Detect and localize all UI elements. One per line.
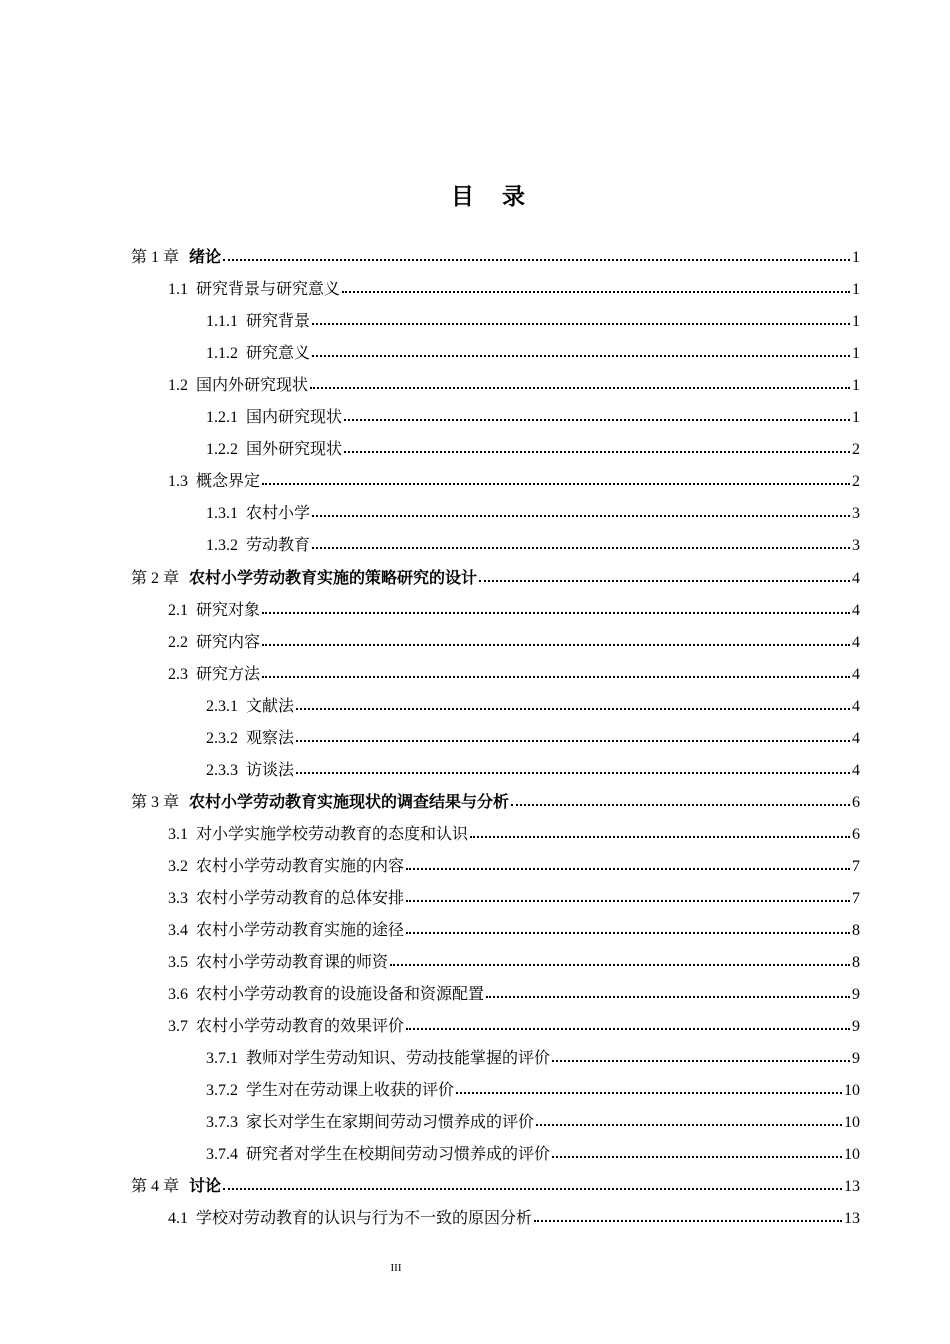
toc-entry-page: 7 — [852, 858, 860, 875]
toc-entry[interactable] — [168, 851, 860, 881]
toc-entry[interactable] — [206, 434, 860, 464]
toc-entry-title: 绪论 — [189, 247, 222, 266]
toc-entry[interactable] — [131, 242, 860, 272]
toc-entry-page: 1 — [852, 409, 860, 426]
toc-entry[interactable] — [168, 979, 860, 1009]
toc-entry-title: 农村小学劳动教育实施的策略研究的设计 — [189, 568, 478, 587]
dot-leader — [344, 451, 850, 453]
toc-entry[interactable] — [168, 659, 860, 689]
dot-leader — [312, 355, 850, 357]
toc-entry[interactable] — [168, 819, 860, 849]
toc-entry-page: 4 — [852, 698, 860, 715]
toc-entry-title: 国外研究现状 — [246, 439, 343, 458]
toc-entry[interactable] — [206, 402, 860, 432]
toc-entry-title: 学生对在劳动课上收获的评价 — [246, 1080, 455, 1099]
toc-entry-number: 1.2.2 — [206, 441, 238, 458]
toc-entry-title: 访谈法 — [246, 760, 295, 779]
toc-entry-page: 1 — [852, 345, 860, 362]
toc-entry-title: 研究内容 — [196, 632, 261, 651]
toc-entry-page: 4 — [852, 730, 860, 747]
toc-entry[interactable] — [131, 1171, 860, 1201]
toc-entry-number: 2.3.2 — [206, 730, 238, 747]
dot-leader — [223, 259, 850, 261]
toc-entry-title: 农村小学劳动教育实施现状的调查结果与分析 — [189, 792, 510, 811]
dot-leader — [406, 932, 850, 934]
toc-entry[interactable] — [206, 723, 860, 753]
dot-leader — [479, 580, 850, 582]
toc-entry-number: 第 1 章 — [131, 249, 180, 266]
toc-entry-title: 研究方法 — [196, 664, 261, 683]
toc-entry-number: 3.4 — [168, 922, 188, 939]
toc-entry-page: 4 — [852, 634, 860, 651]
toc-entry-number: 1.2.1 — [206, 409, 238, 426]
dot-leader — [312, 323, 850, 325]
dot-leader — [296, 772, 850, 774]
toc-entry-page: 10 — [844, 1082, 860, 1099]
page-number: III — [390, 1262, 402, 1274]
toc-entry-page: 2 — [852, 473, 860, 490]
toc-entry-title: 讨论 — [189, 1176, 222, 1195]
dot-leader — [406, 868, 850, 870]
toc-entry-number: 1.1.1 — [206, 313, 238, 330]
dot-leader — [511, 804, 850, 806]
toc-entry-number: 3.7.1 — [206, 1050, 238, 1067]
toc-entry-number: 3.7.4 — [206, 1146, 238, 1163]
dot-leader — [312, 547, 850, 549]
toc-entry[interactable] — [168, 1011, 860, 1041]
toc-entry-page: 4 — [852, 666, 860, 683]
toc-entry-title: 学校对劳动教育的认识与行为不一致的原因分析 — [196, 1208, 533, 1227]
toc-entry-title: 国内外研究现状 — [196, 375, 309, 394]
toc-entry-number: 2.3.1 — [206, 698, 238, 715]
dot-leader — [470, 836, 850, 838]
toc-entry[interactable] — [131, 563, 860, 593]
dot-leader — [310, 387, 850, 389]
toc-entry-page: 6 — [852, 794, 860, 811]
toc-entry-title: 农村小学劳动教育的设施设备和资源配置 — [196, 984, 485, 1003]
toc-entry-title: 文献法 — [246, 696, 295, 715]
toc-entry-number: 3.6 — [168, 986, 188, 1003]
toc-entry-number: 3.2 — [168, 858, 188, 875]
toc-entry-title: 农村小学劳动教育实施的内容 — [196, 856, 405, 875]
dot-leader — [406, 1028, 850, 1030]
toc-entry-title: 研究背景与研究意义 — [196, 279, 341, 298]
toc-entry[interactable] — [168, 370, 860, 400]
page-title: 目 录 — [450, 184, 535, 210]
dot-leader — [456, 1092, 842, 1094]
dot-leader — [536, 1124, 842, 1126]
toc-entry[interactable] — [168, 1203, 860, 1233]
toc-entry-title: 农村小学劳动教育的效果评价 — [196, 1016, 405, 1035]
toc-entry-page: 1 — [852, 281, 860, 298]
toc-entry-page: 4 — [852, 602, 860, 619]
toc-entry[interactable] — [168, 947, 860, 977]
toc-entry-number: 3.3 — [168, 890, 188, 907]
toc-entry-number: 1.3.2 — [206, 537, 238, 554]
toc-entry-number: 2.2 — [168, 634, 188, 651]
toc-entry-title: 研究者对学生在校期间劳动习惯养成的评价 — [246, 1144, 551, 1163]
toc-entry[interactable] — [206, 1043, 860, 1073]
toc-entry[interactable] — [206, 755, 860, 785]
toc-entry-page: 9 — [852, 1018, 860, 1035]
toc-entry-page: 9 — [852, 986, 860, 1003]
toc-entry[interactable] — [168, 595, 860, 625]
dot-leader — [223, 1188, 842, 1190]
dot-leader — [344, 419, 850, 421]
toc-entry-number: 3.1 — [168, 826, 188, 843]
toc-entry[interactable] — [206, 1139, 860, 1169]
toc-entry-title: 农村小学劳动教育实施的途径 — [196, 920, 405, 939]
toc-entry-title: 观察法 — [246, 728, 295, 747]
toc-entry-title: 教师对学生劳动知识、劳动技能掌握的评价 — [246, 1048, 551, 1067]
dot-leader — [296, 740, 850, 742]
toc-entry-page: 4 — [852, 762, 860, 779]
toc-entry-page: 3 — [852, 537, 860, 554]
dot-leader — [296, 708, 850, 710]
toc-entry-title: 国内研究现状 — [246, 407, 343, 426]
toc-entry-page: 10 — [844, 1146, 860, 1163]
toc-entry[interactable] — [206, 498, 860, 528]
toc-entry-page: 13 — [844, 1210, 860, 1227]
dot-leader — [486, 996, 850, 998]
toc-entry-page: 6 — [852, 826, 860, 843]
toc-entry-page: 8 — [852, 922, 860, 939]
toc-entry[interactable] — [206, 691, 860, 721]
toc-entry-title: 研究背景 — [246, 311, 311, 330]
toc-entry-title: 农村小学劳动教育的总体安排 — [196, 888, 405, 907]
toc-entry-page: 1 — [852, 377, 860, 394]
toc-entry[interactable] — [206, 1107, 860, 1137]
dot-leader — [390, 964, 850, 966]
toc-entry-number: 3.7.2 — [206, 1082, 238, 1099]
toc-entry-title: 研究对象 — [196, 600, 261, 619]
dot-leader — [552, 1156, 842, 1158]
toc-entry-page: 1 — [852, 249, 860, 266]
dot-leader — [312, 515, 850, 517]
dot-leader — [552, 1060, 850, 1062]
toc-entry[interactable] — [168, 274, 860, 304]
toc-entry[interactable] — [168, 883, 860, 913]
toc-entry-number: 1.1.2 — [206, 345, 238, 362]
toc-entry[interactable] — [206, 1075, 860, 1105]
toc-entry-title: 农村小学 — [246, 503, 311, 522]
toc-entry-number: 1.3.1 — [206, 505, 238, 522]
toc-entry[interactable] — [206, 530, 860, 560]
toc-entry-page: 10 — [844, 1114, 860, 1131]
toc-entry-title: 概念界定 — [196, 471, 261, 490]
toc-entry-page: 9 — [852, 1050, 860, 1067]
dot-leader — [262, 483, 850, 485]
toc-entry-number: 1.3 — [168, 473, 188, 490]
toc-entry-number: 3.5 — [168, 954, 188, 971]
toc-entry-title: 农村小学劳动教育课的师资 — [196, 952, 389, 971]
toc-entry-number: 2.3.3 — [206, 762, 238, 779]
toc-entry-number: 3.7.3 — [206, 1114, 238, 1131]
toc-entry-number: 1.2 — [168, 377, 188, 394]
toc-entry[interactable] — [206, 338, 860, 368]
toc-entry[interactable] — [168, 466, 860, 496]
toc-entry-title: 对小学实施学校劳动教育的态度和认识 — [196, 824, 469, 843]
toc-entry-number: 第 4 章 — [131, 1178, 180, 1195]
dot-leader — [262, 676, 850, 678]
dot-leader — [262, 612, 850, 614]
dot-leader — [406, 900, 850, 902]
toc-entry-page: 4 — [852, 570, 860, 587]
toc-entry-title: 劳动教育 — [246, 535, 311, 554]
toc-entry-title: 研究意义 — [246, 343, 311, 362]
toc-entry-number: 2.3 — [168, 666, 188, 683]
toc-entry-number: 3.7 — [168, 1018, 188, 1035]
toc-entry-number: 第 3 章 — [131, 794, 180, 811]
dot-leader — [342, 291, 850, 293]
toc-entry-title: 家长对学生在家期间劳动习惯养成的评价 — [246, 1112, 535, 1131]
toc-entry-number: 1.1 — [168, 281, 188, 298]
toc-entry-page: 3 — [852, 505, 860, 522]
toc-entry-page: 13 — [844, 1178, 860, 1195]
toc-entry-number: 2.1 — [168, 602, 188, 619]
toc-entry[interactable] — [168, 915, 860, 945]
toc-entry-number: 第 2 章 — [131, 570, 180, 587]
toc-entry[interactable] — [168, 627, 860, 657]
toc-entry-page: 1 — [852, 313, 860, 330]
toc-entry-number: 4.1 — [168, 1210, 188, 1227]
toc-entry[interactable] — [206, 306, 860, 336]
dot-leader — [262, 644, 850, 646]
toc-entry-page: 2 — [852, 441, 860, 458]
toc-entry-page: 7 — [852, 890, 860, 907]
dot-leader — [534, 1220, 842, 1222]
toc-entry-page: 8 — [852, 954, 860, 971]
toc-entry[interactable] — [131, 787, 860, 817]
